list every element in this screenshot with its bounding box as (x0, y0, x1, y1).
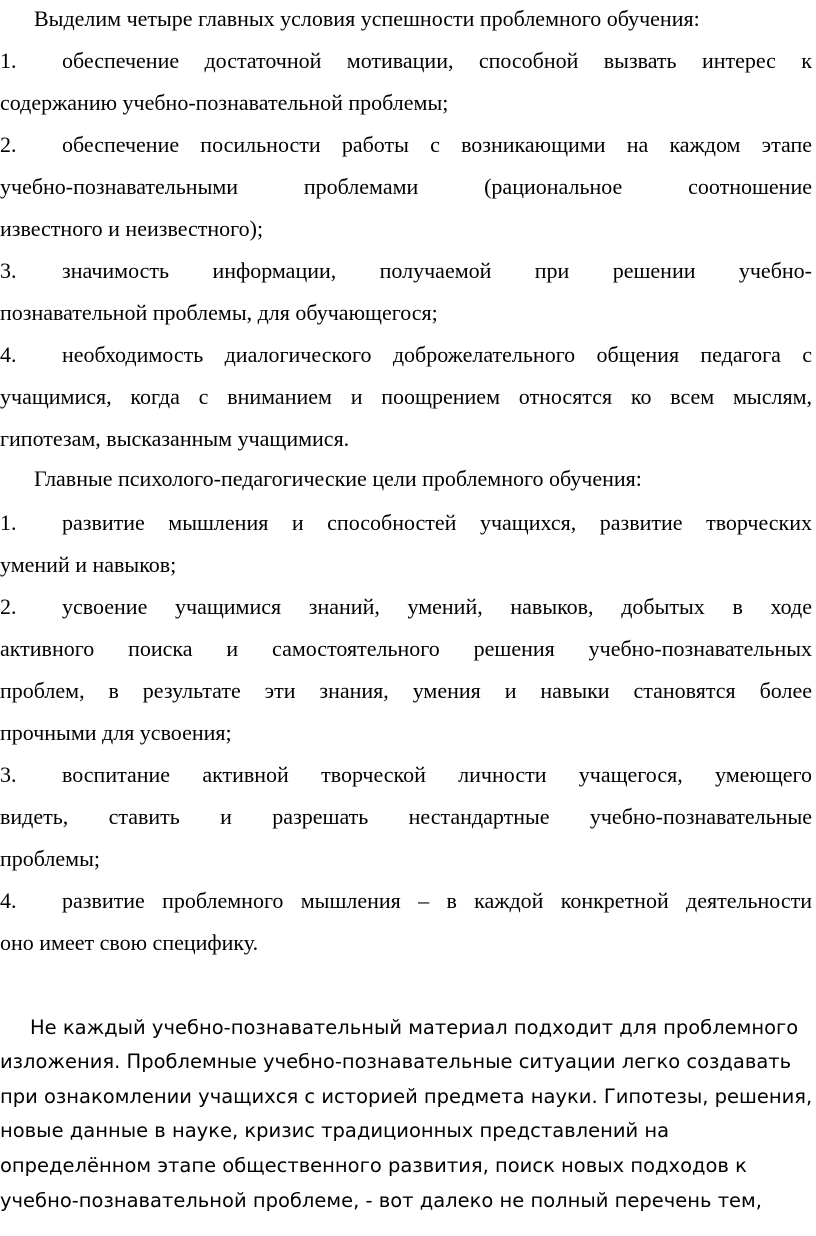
section3-line-3: при ознакомлении учащихся с историей предмета науки. Гипотезы, решения, (0, 1085, 813, 1108)
line-text: необходимость диалогического доброжелательного общения педагога с (62, 342, 812, 367)
item-2-2-line-4: прочными для усвоения; (0, 720, 232, 745)
section3-line-5: определённом этапе общественного развития, поиск новых подходов к (0, 1154, 747, 1177)
line-text: обеспечение достаточной мотивации, способной вызвать интерес к (62, 48, 812, 73)
section2-intro: Главные психолого-педагогические цели проблемного обучения: (34, 466, 642, 491)
section3-line-6: учебно-познавательной проблеме, - вот далеко не полный перечень тем, (0, 1189, 762, 1212)
item-1-1-line-2: содержанию учебно-познавательной проблемы; (0, 90, 449, 115)
item-number: 2. (0, 594, 17, 619)
line-text: воспитание активной творческой личности учащегося, умеющего (62, 762, 812, 787)
item-2-2-line-3: проблем, в результате эти знания, умения и навыки становятся более (0, 678, 812, 703)
item-1-4-line-3: гипотезам, высказанным учащимися. (0, 426, 350, 451)
line-text: развитие мышления и способностей учащихся, развитие творческих (62, 510, 812, 535)
section3-line-2: изложения. Проблемные учебно-познавательные ситуации легко создавать (0, 1050, 792, 1073)
line-text: усвоение учащимися знаний, умений, навыков, добытых в ходе (62, 594, 812, 619)
line-text: значимость информации, получаемой при решении учебно- (62, 258, 812, 283)
item-1-2-line-3: известного и неизвестного); (0, 216, 264, 241)
line-text: развитие проблемного мышления – в каждой конкретной деятельности (62, 888, 812, 913)
item-number: 4. (0, 342, 17, 367)
item-2-2-line-2: активного поиска и самостоятельного решения учебно-познавательных (0, 636, 812, 661)
section3-line-4: новые данные в науке, кризис традиционных представлений на (0, 1119, 670, 1142)
section1-intro: Выделим четыре главных условия успешности проблемного обучения: (34, 6, 700, 31)
justified-line (62, 48, 812, 74)
item-number: 1. (0, 48, 17, 73)
item-1-3-line-2: познавательной проблемы, для обучающегося; (0, 300, 438, 325)
item-2-3-line-3: проблемы; (0, 846, 100, 871)
item-number: 2. (0, 132, 17, 157)
item-number: 4. (0, 888, 17, 913)
item-number: 1. (0, 510, 17, 535)
line-text: обеспечение посильности работы с возникающими на каждом этапе (62, 132, 812, 157)
item-2-1-line-2: умений и навыков; (0, 552, 177, 577)
item-1-2-line-2: учебно-познавательными проблемами (рациональное соотношение (0, 174, 812, 199)
item-2-4-line-2: оно имеет свою специфику. (0, 930, 259, 955)
item-number: 3. (0, 258, 17, 283)
item-number: 3. (0, 762, 17, 787)
item-1-4-line-2: учащимися, когда с вниманием и поощрением относятся ко всем мыслям, (0, 384, 812, 409)
item-2-3-line-2: видеть, ставить и разрешать нестандартные учебно-познавательные (0, 804, 812, 829)
section3-line-1: Не каждый учебно-познавательный материал подходит для проблемного (30, 1016, 799, 1039)
